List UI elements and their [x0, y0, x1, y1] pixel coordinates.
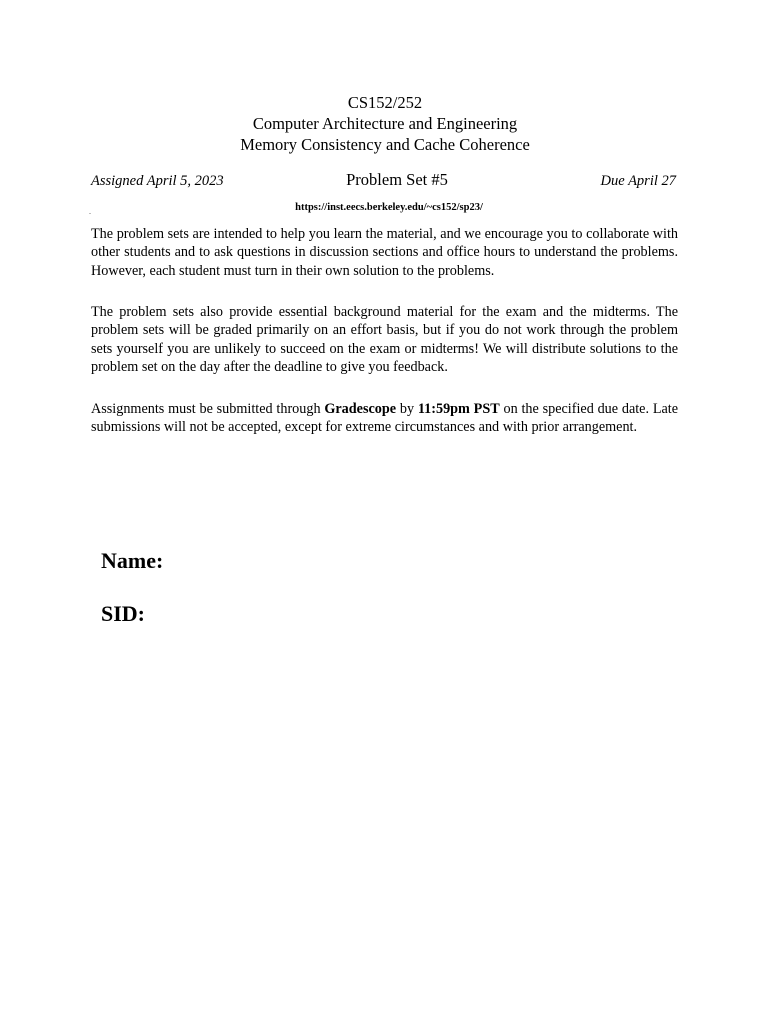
sid-field-label: SID: [101, 601, 146, 626]
assigned-date: Assigned April 5, 2023 [91, 173, 224, 189]
course-number: CS152/252 [347, 93, 423, 112]
course-url-link[interactable]: https://inst.eecs.berkeley.edu/~cs152/sp23/ [295, 202, 483, 213]
name-field-label: Name: [101, 548, 164, 573]
title-block [0, 92, 770, 155]
stray-dot: . [89, 207, 91, 216]
course-title: Computer Architecture and Engineering [252, 114, 518, 133]
collaboration-paragraph: The problem sets are intended to help you learn the material, and we encourage you to collaborate with other students and to ask questions in discussion sections and office hours to understand the problems. However, each student must turn in their own solution to the problems. [91, 226, 678, 279]
submission-deadline: 11:59pm PST [417, 401, 500, 417]
problem-set-topic: Memory Consistency and Cache Coherence [240, 135, 530, 154]
submission-paragraph [91, 400, 678, 437]
submission-text-suffix: on the specified due date. Late submissions will not be accepted, except for extreme circumstances and with prior arrangement. [91, 401, 679, 436]
submission-platform: Gradescope [324, 401, 397, 417]
due-date: Due April 27 [600, 173, 676, 189]
assignment-meta-row [91, 170, 676, 194]
problem-set-number: Problem Set #5 [346, 170, 448, 189]
submission-text-middle: by [396, 401, 418, 417]
submission-text-prefix: Assignments must be submitted through [91, 401, 325, 417]
background-paragraph: The problem sets also provide essential background material for the exam and the midterms. The problem sets will be graded primarily on an effort basis, but if you do not work through the problem sets yourself you are unlikely to succeed on the exam or midterms! We will distribute solutions to the problem set on the day after the deadline to give you feedback. [91, 304, 678, 375]
